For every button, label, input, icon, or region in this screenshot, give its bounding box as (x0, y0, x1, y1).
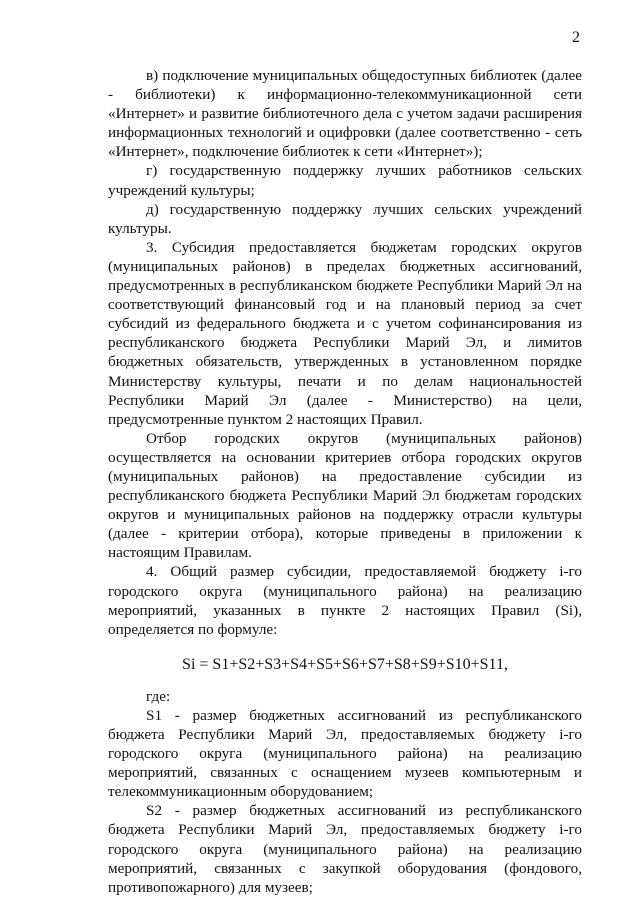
paragraph-3: 3. Субсидия предоставляется бюджетам городских округов (муниципальных районов) в пределах бюджетных ассигнований, предусмотренных в республиканском бюджете Республики Марий Эл на соответствующий финансовый год и на плановый период за счет субсидий из федерального бюджета и с учетом софинансирования из республиканского бюджета Республики Марий Эл, и лимитов бюджетных обязательств, утвержденных в установленном порядке Министерству культуры, печати и по делам национальностей Республики Марий Эл (далее - Министерство) на цели, предусмотренные пунктом 2 настоящих Правил. (108, 238, 582, 428)
paragraph-4: 4. Общий размер субсидии, предоставляемой бюджету i-го городского округа (муниципального района) на реализацию мероприятий, указанных в пункте 2 настоящих Правил (Si), определяется по формуле: (108, 563, 582, 638)
where-label: где: (146, 687, 171, 705)
paragraph-s1: S1 - размер бюджетных ассигнований из республиканского бюджета Республики Марий Эл, предоставляемых бюджету i-го городского округа (муниципального района) на реализацию мероприятий, связанных с оснащением музеев компьютерным и телекоммуникационным оборудованием; (108, 706, 582, 801)
paragraph-v: в) подключение муниципальных общедоступных библиотек (далее - библиотеки) к информационно-телекоммуникационной сети «Интернет» и развитие библиотечного дела с учетом задачи расширения информационных технологий и оцифровки (далее соответственно - сеть «Интернет», подключение библиотек к сети «Интернет»); (108, 67, 582, 161)
paragraph-s2: S2 - размер бюджетных ассигнований из республиканского бюджета Республики Марий Эл, предоставляемых бюджету i-го городского округа (муниципального района) на реализацию мероприятий, связанных с закупкой оборудования (фондового, противопожарного) для музеев; (108, 802, 582, 896)
page-number: 2 (572, 29, 580, 46)
paragraph-g: г) государственную поддержку лучших работников сельских учреждений культуры; (108, 162, 582, 199)
paragraph-selection: Отбор городских округов (муниципальных районов) осуществляется на основании критериев отбора городских округов (муниципальных районов) на предоставление субсидии из республиканского бюджета Республики Марий Эл бюджетам городских округов и муниципальных районов на поддержку отрасли культуры (далее - критерии отбора), которые приведены в приложении к настоящим Правилам. (108, 429, 582, 562)
document-body (108, 66, 582, 897)
paragraph-d: д) государственную поддержку лучших сельских учреждений культуры. (108, 200, 582, 237)
formula: Si = S1+S2+S3+S4+S5+S6+S7+S8+S9+S10+S11, (182, 655, 508, 673)
